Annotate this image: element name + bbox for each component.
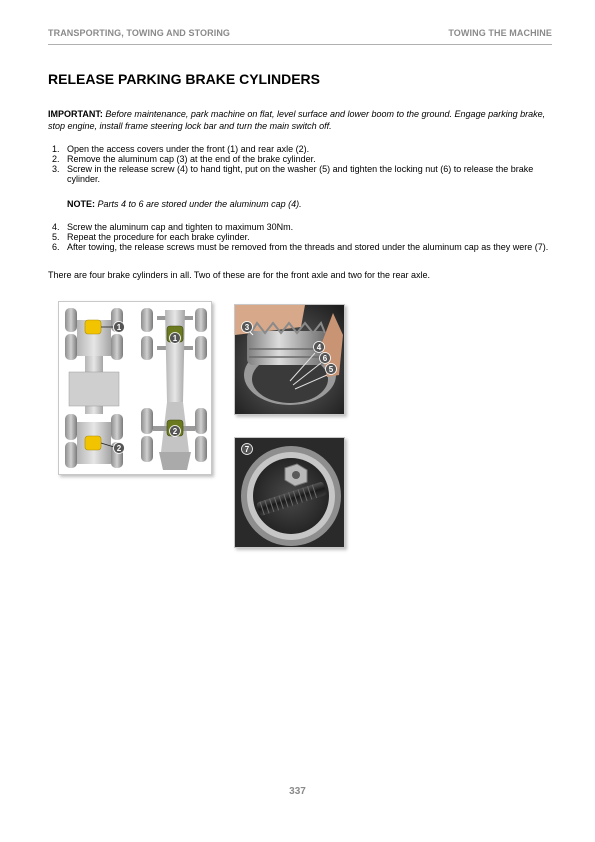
note-label: NOTE: <box>67 199 95 209</box>
callout-7 <box>242 444 253 455</box>
summary-text: There are four brake cylinders in all. Two of these are for the front axle and two for the rear axle. <box>48 270 431 280</box>
list-item <box>52 154 552 164</box>
list-item <box>52 242 552 252</box>
step-number: 3. <box>52 164 60 174</box>
svg-text:3: 3 <box>244 323 250 332</box>
steps-list-2 <box>52 222 552 252</box>
important-notice <box>48 108 552 132</box>
screw-photo <box>235 438 344 547</box>
svg-text:2: 2 <box>116 444 122 453</box>
important-label: IMPORTANT: <box>48 109 103 119</box>
machine-diagram <box>59 302 211 474</box>
list-item <box>52 222 552 232</box>
svg-text:4: 4 <box>316 343 322 352</box>
step-number: 1. <box>52 144 60 154</box>
svg-text:1: 1 <box>116 323 122 332</box>
list-item <box>52 144 552 154</box>
steps-list-1 <box>52 144 552 184</box>
page-header <box>48 28 552 42</box>
machine-diagram-figure <box>58 301 212 475</box>
step-text: After towing, the release screws must be removed from the threads and stored under the aluminum cap as they were (7). <box>67 242 549 252</box>
page-title: RELEASE PARKING BRAKE CYLINDERS <box>48 71 320 87</box>
step-number: 6. <box>52 242 60 252</box>
step-text: Remove the aluminum cap (3) at the end of the brake cylinder. <box>67 154 316 164</box>
callout-5 <box>326 364 337 375</box>
step-text: Repeat the procedure for each brake cylinder. <box>67 232 250 242</box>
note-text: Parts 4 to 6 are stored under the aluminum cap (4). <box>97 199 302 209</box>
svg-text:7: 7 <box>244 445 250 454</box>
svg-text:1: 1 <box>172 334 178 343</box>
callout-2-left <box>114 443 125 454</box>
screw-photo-figure <box>234 437 345 548</box>
step-text: Screw in the release screw (4) to hand tight, put on the washer (5) and tighten the locking nut (6) to release the brake cylinder. <box>67 164 534 184</box>
step-text: Screw the aluminum cap and tighten to maximum 30Nm. <box>67 222 294 232</box>
step-number: 4. <box>52 222 60 232</box>
step-text: Open the access covers under the front (1) and rear axle (2). <box>67 144 310 154</box>
step-number: 5. <box>52 232 60 242</box>
list-item <box>52 232 552 242</box>
callout-4 <box>314 342 325 353</box>
note <box>67 199 302 209</box>
important-text: Before maintenance, park machine on flat, level surface and lower boom to the ground. Engage parking brake, stop engine, install frame steering lock bar and turn the main switch off. <box>48 109 546 131</box>
svg-text:5: 5 <box>328 365 334 374</box>
svg-text:2: 2 <box>172 427 178 436</box>
cap-photo <box>235 305 344 414</box>
list-item <box>52 164 552 184</box>
header-section-title: TRANSPORTING, TOWING AND STORING <box>48 28 231 38</box>
callout-2-right <box>170 426 181 437</box>
page-number: 337 <box>289 786 306 797</box>
cap-photo-figure <box>234 304 345 415</box>
callout-1-right <box>170 333 181 344</box>
svg-text:6: 6 <box>322 354 328 363</box>
header-divider <box>48 44 552 45</box>
header-chapter-title: TOWING THE MACHINE <box>448 28 552 38</box>
callout-6 <box>320 353 331 364</box>
callout-1-left <box>114 322 125 333</box>
step-number: 2. <box>52 154 60 164</box>
callout-3 <box>242 322 253 333</box>
